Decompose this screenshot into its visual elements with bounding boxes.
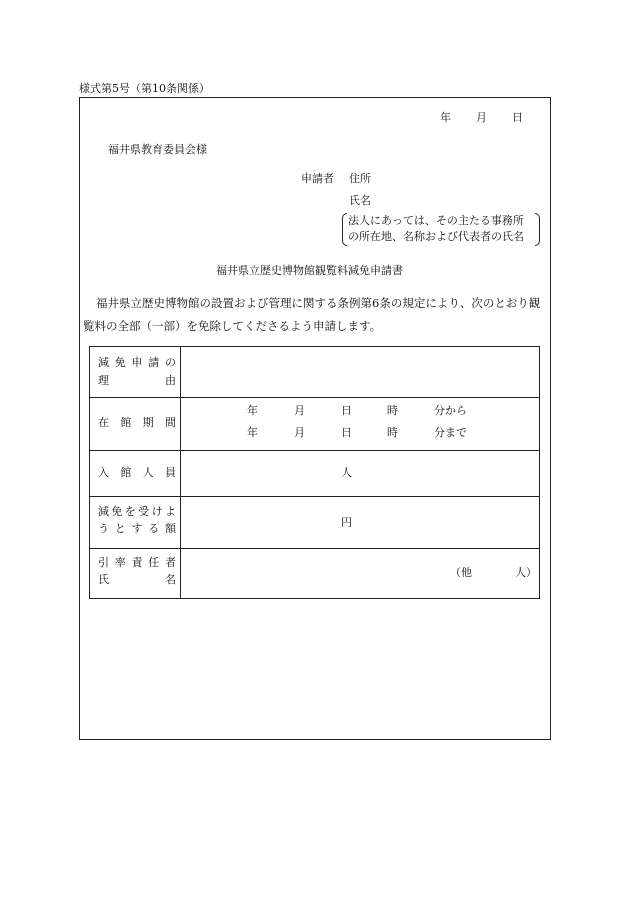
period-from-year: 年 — [247, 404, 258, 417]
bracket-right — [535, 213, 540, 246]
amount-label-line2: う と す る 額 — [98, 522, 176, 535]
addressee: 福井県教育委員会様 — [108, 143, 207, 156]
date-line — [440, 111, 523, 125]
reason-field[interactable] — [185, 351, 535, 393]
period-label: 在 館 期 間 — [98, 416, 176, 429]
period-to-year: 年 — [247, 426, 258, 439]
body-text-line2: 覧料の全部（一部）を免除してくださるよう申請します。 — [83, 319, 382, 333]
corporate-note — [342, 213, 540, 245]
leader-label — [98, 556, 176, 587]
address-label: 住所 — [349, 172, 371, 185]
period-from-day: 日 — [341, 404, 352, 417]
detail-table — [89, 346, 540, 599]
corporate-note-line1: 法人にあっては、その主たる事務所 — [348, 214, 524, 227]
period-to-month: 月 — [294, 426, 305, 439]
period-to-hour: 時 — [387, 426, 398, 439]
form-number-label: 様式第5号（第10条関係） — [79, 82, 210, 95]
others-close: 人） — [515, 566, 537, 579]
row-divider — [90, 397, 539, 398]
visitors-label: 入 館 人 員 — [98, 466, 176, 479]
document-title: 福井県立歴史博物館観覧料減免申請書 — [216, 264, 403, 277]
date-month: 月 — [476, 111, 487, 124]
period-to-minute: 分まで — [434, 426, 467, 439]
body-text-line1: 福井県立歴史博物館の設置および管理に関する条例第6条の規定により、次のとおり観 — [96, 296, 541, 310]
date-day: 日 — [512, 111, 523, 124]
period-to-day: 日 — [341, 426, 352, 439]
row-divider — [90, 450, 539, 451]
amount-label — [98, 505, 176, 536]
name-label: 氏名 — [349, 194, 371, 207]
leader-label-line1: 引 率 責 任 者 — [98, 556, 176, 569]
label-column-divider — [180, 347, 181, 598]
visitors-unit: 人 — [341, 466, 352, 479]
bracket-left — [342, 213, 347, 246]
leader-label-line2: 氏 名 — [98, 573, 176, 586]
corporate-note-line2: の所在地、名称および代表者の氏名 — [348, 230, 524, 243]
date-year: 年 — [440, 111, 451, 124]
applicant-label: 申請者 — [301, 172, 334, 185]
period-from-minute: 分から — [434, 404, 467, 417]
reason-label — [98, 356, 176, 388]
period-from-month: 月 — [294, 404, 305, 417]
row-divider — [90, 496, 539, 497]
amount-label-line1: 減 免 を 受 け よ — [98, 505, 176, 518]
reason-label-line2: 理 由 — [98, 374, 176, 387]
reason-label-line1: 減 免 申 請 の — [98, 356, 176, 369]
row-divider — [90, 548, 539, 549]
period-from-hour: 時 — [387, 404, 398, 417]
others-open: （他 — [450, 566, 472, 579]
amount-unit: 円 — [341, 516, 352, 529]
